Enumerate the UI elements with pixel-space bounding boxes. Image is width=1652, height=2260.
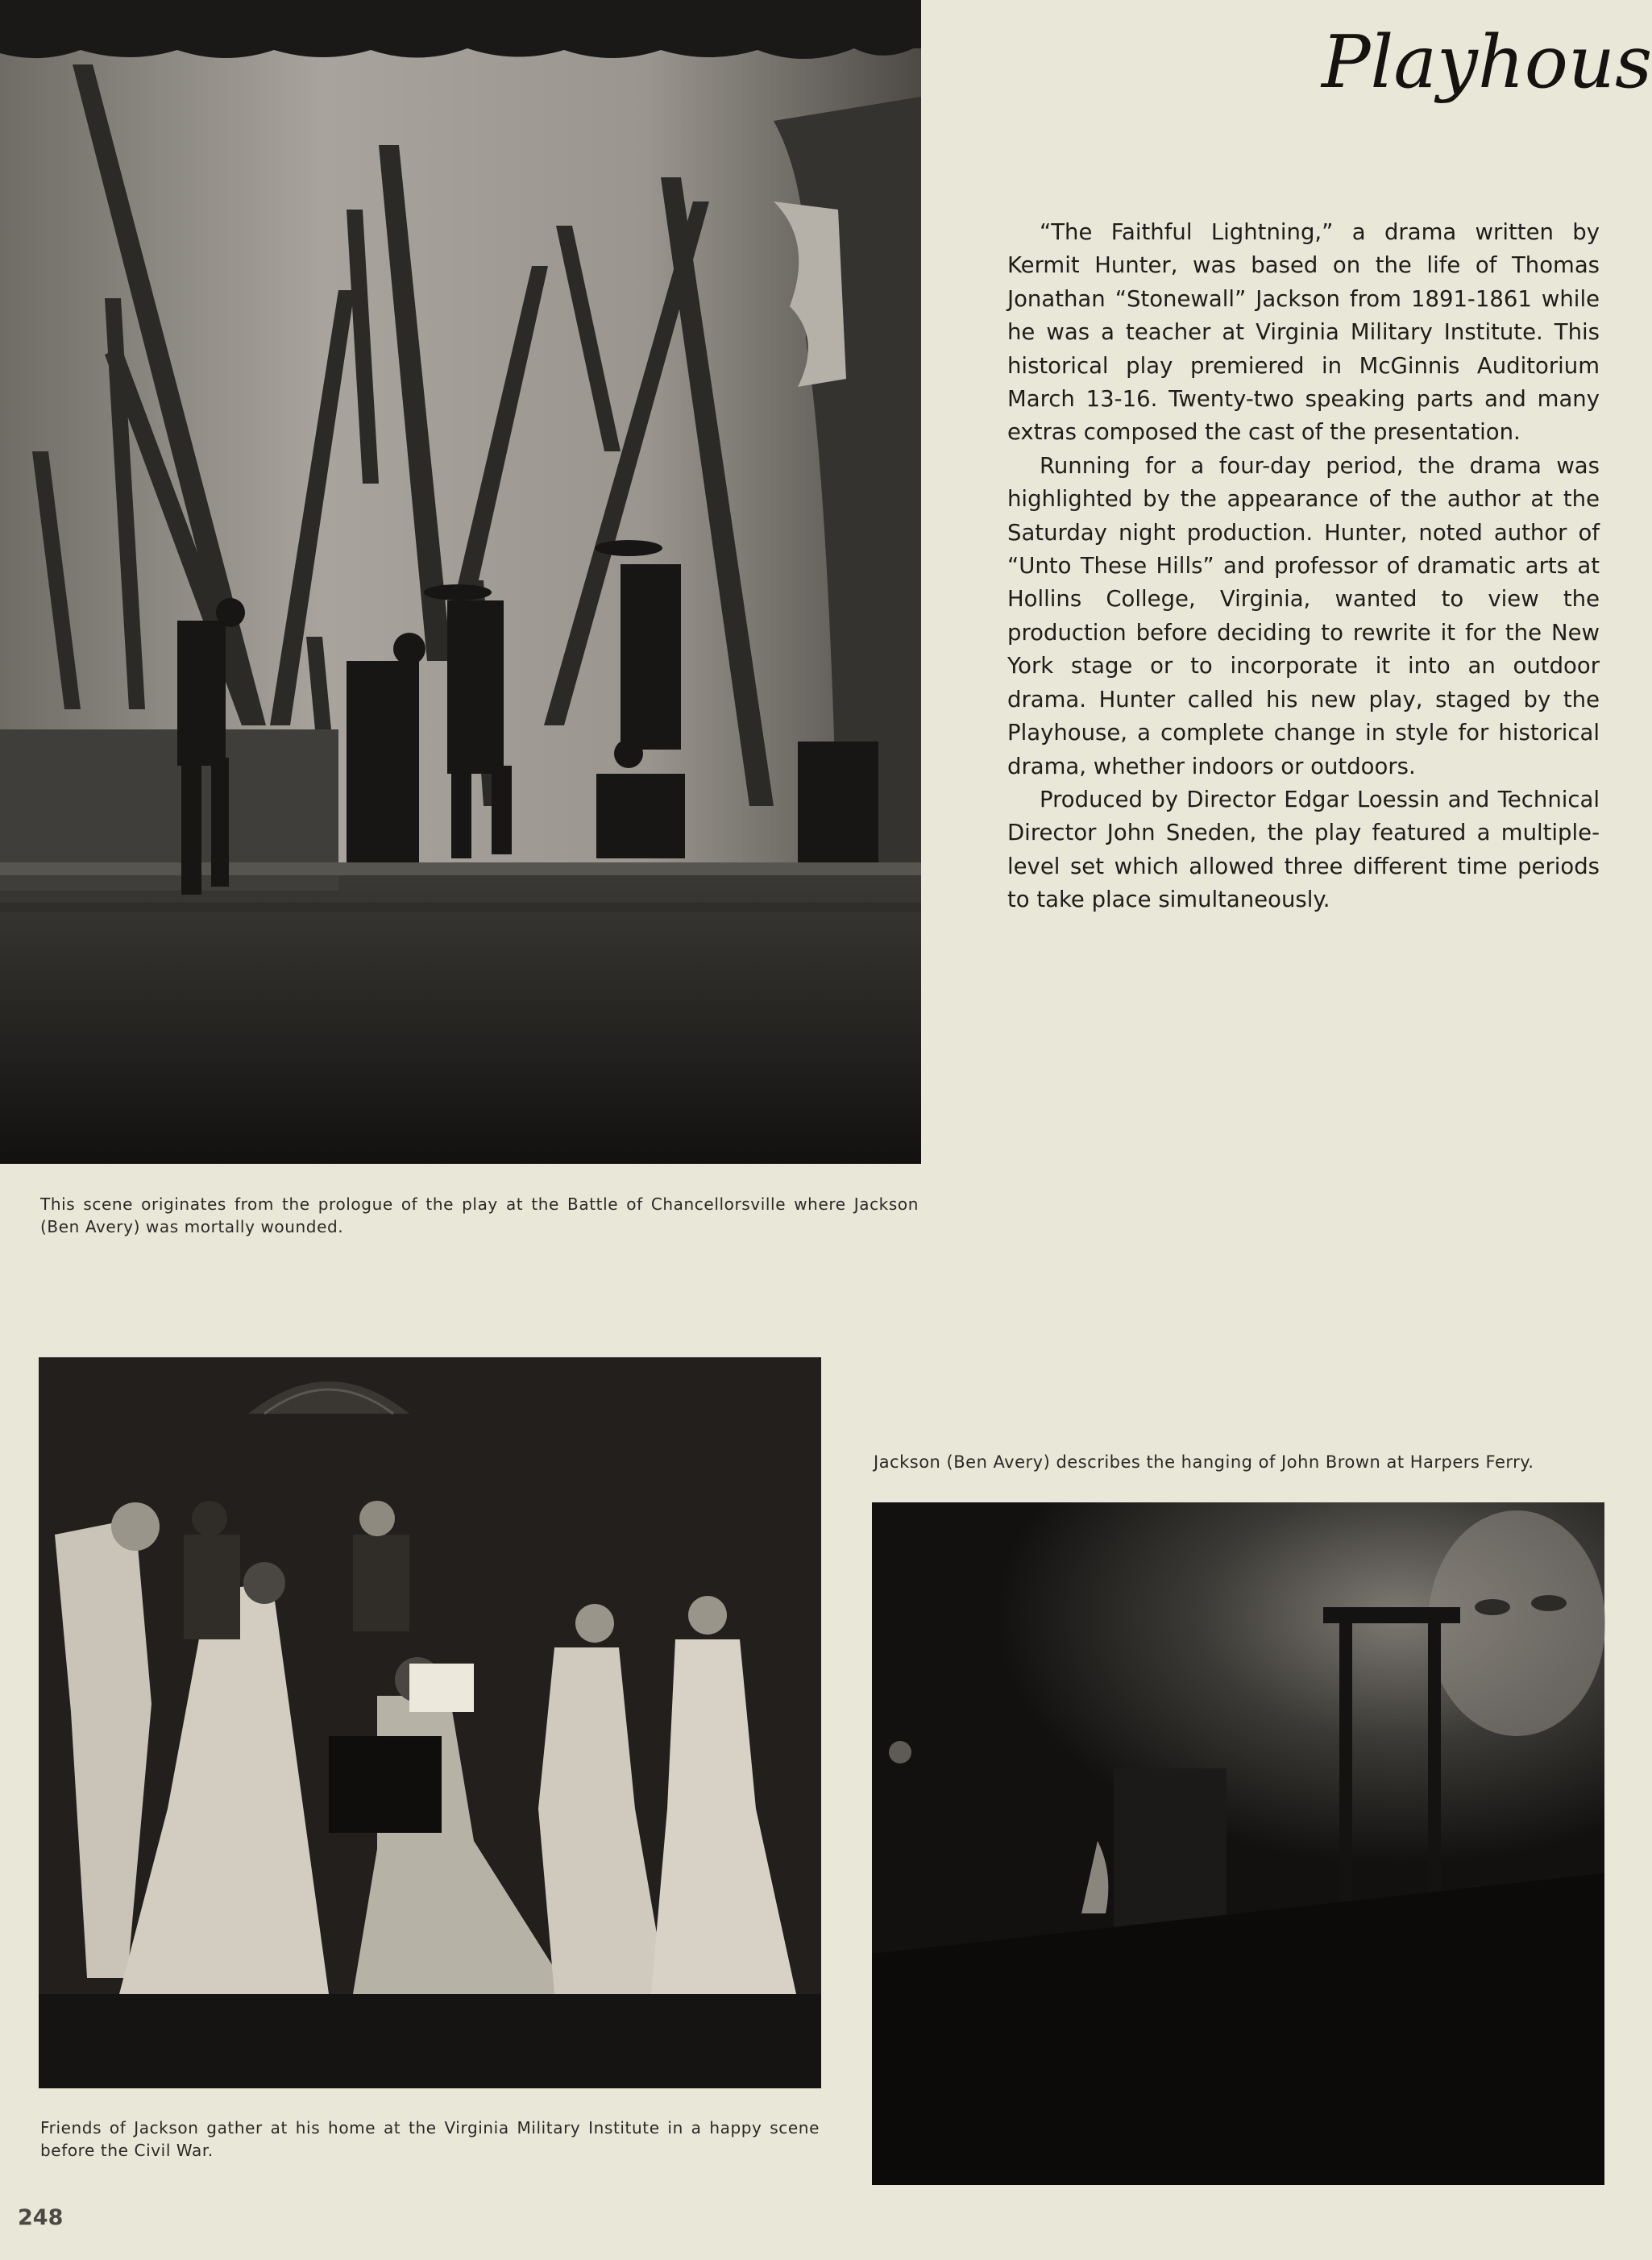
page-title: Playhous xyxy=(1322,20,1652,105)
hanging-scene-photo xyxy=(872,1502,1604,2185)
prologue-caption: This scene originates from the prologue of the play at the Battle of Chancellorsville where Jackson (Ben Avery) was mortally wounded. xyxy=(40,1194,919,1236)
article-paragraph: Running for a four-day period, the drama was highlighted by the appearance of the author at the Saturday night production. Hunter, noted author of “Unto These Hills” and professor of dramatic arts at Hollins College, Virginia, wanted to view the production before deciding to rewrite it for the New York stage or to incorporate it into an outdoor drama. Hunter called his new play, staged by the Playhouse, a complete change in style for historical drama, whether indoors or outdoors. xyxy=(1007,452,1600,779)
friends-caption: Friends of Jackson gather at his home at the Virginia Military Institute in a happy scene before the Civil War. xyxy=(40,2118,820,2160)
page-number: 248 xyxy=(18,2205,64,2230)
hanging-caption: Jackson (Ben Avery) describes the hanging of John Brown at Harpers Ferry. xyxy=(874,1452,1534,1472)
parlor-scene-photo xyxy=(39,1357,821,2088)
article-paragraph: Produced by Director Edgar Loessin and Technical Director John Sneden, the play featured a multiple-level set which allowed three different time periods to take place simultaneously. xyxy=(1007,786,1600,913)
article-paragraph: “The Faithful Lightning,” a drama written by Kermit Hunter, was based on the life of Thomas Jonathan “Stonewall” Jackson from 1891-1861 while he was a teacher at Virginia Military Institute. This historical play premiered in McGinnis Auditorium March 13-16. Twenty-two speaking parts and many extras composed the cast of the presentation. xyxy=(1007,219,1600,446)
article-body xyxy=(1007,216,1600,917)
battle-scene-photo xyxy=(0,0,921,1164)
